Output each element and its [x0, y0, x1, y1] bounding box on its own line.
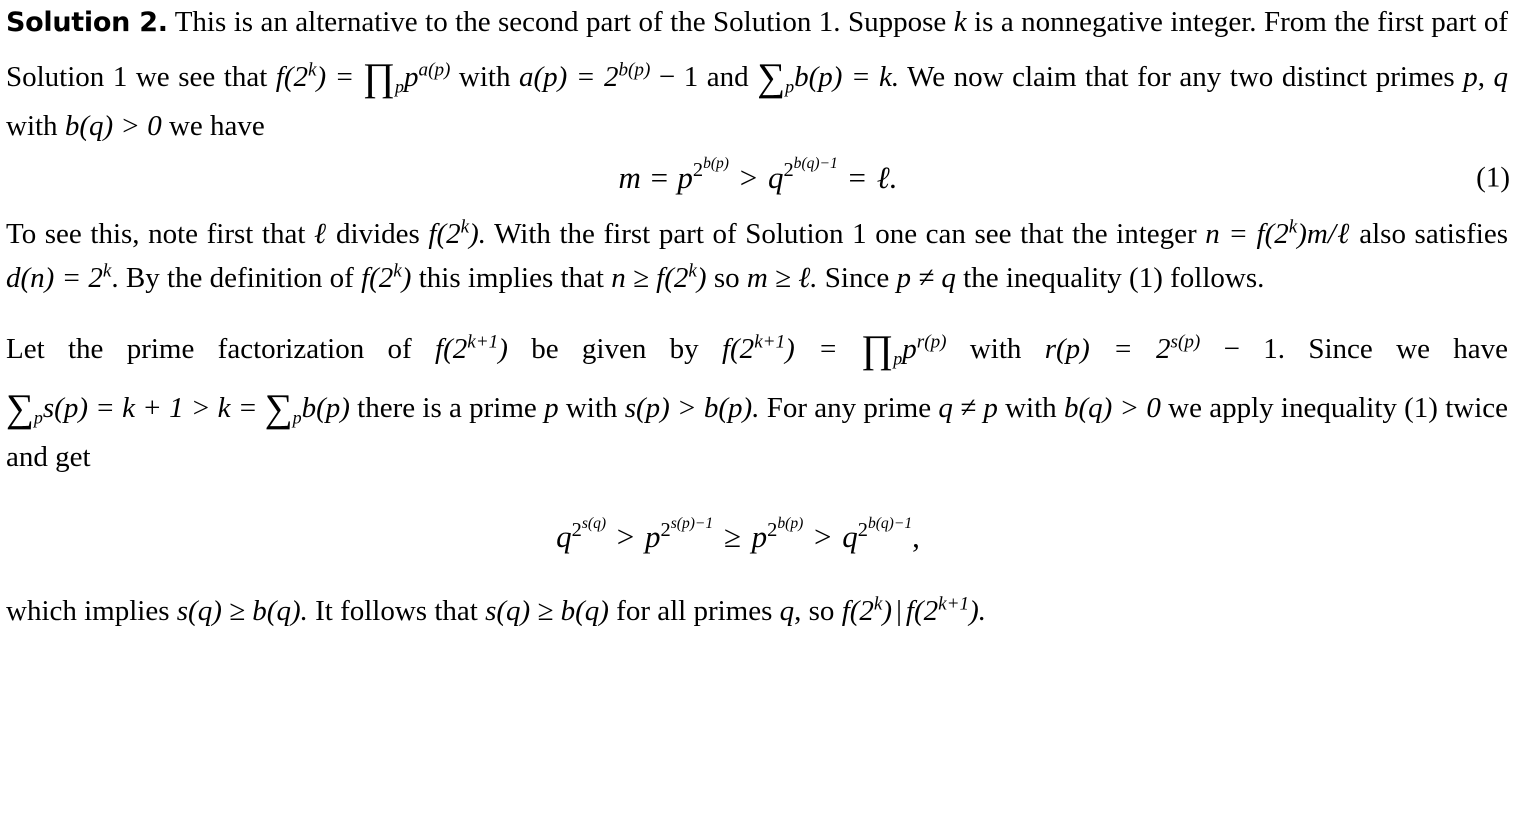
p4-text-3: for all primes: [608, 594, 780, 627]
p3-f-2: f(2: [721, 332, 755, 365]
p1-text-2: is a nonnegative integer. From the first part of Solution 1 we see that: [6, 6, 1508, 94]
p1-sum-sub: p: [785, 76, 795, 97]
eq1-lhs: m = p: [618, 159, 693, 195]
p3-text-2: be given by: [507, 332, 722, 365]
equation-1: [0, 155, 1516, 196]
p2-ineq-1-close: ): [696, 261, 707, 294]
p1-product-symbol: ∏: [362, 56, 396, 100]
eq2-t4-sup-sup: b(q)−1: [867, 514, 913, 532]
p3-product-sup: r(p): [916, 331, 947, 353]
p3-sb: s(p) > b(p).: [624, 392, 760, 425]
p1-sum-body: b(p) = k.: [794, 61, 900, 94]
p3-r-def: r(p) = 2: [1044, 332, 1171, 365]
eq2-rel-2: ≥: [723, 518, 741, 554]
paragraph-prime-factorization: [6, 316, 1508, 479]
p4-text-1: which implies: [6, 594, 177, 627]
p3-r-rest: − 1.: [1200, 332, 1286, 365]
eq2-t1-sup-sup: s(q): [581, 514, 607, 532]
p1-sum-symbol: ∑: [757, 56, 786, 100]
p1-text-4: We now claim that for any two distinct primes: [899, 61, 1464, 94]
eq2-t4-base: q: [842, 518, 858, 554]
p2-dn-sup: k: [102, 260, 112, 282]
equation-2: [0, 514, 1516, 555]
p2-var-ell: ℓ: [314, 217, 328, 250]
eq2-rel-1: >: [616, 518, 635, 554]
p4-div-2-close: ).: [969, 594, 986, 627]
p1-f-sup: k: [308, 59, 317, 81]
eq1-rel-1: >: [739, 159, 758, 195]
p1-bq: b(q) > 0: [64, 109, 162, 142]
p4-text-2: It follows that: [307, 594, 486, 627]
eq2-t1-base: q: [556, 518, 572, 554]
p3-product-sub: p: [893, 348, 903, 369]
p1-product-sub: p: [395, 76, 405, 97]
p4-div-1-close: ): [882, 594, 893, 627]
p3-text-4: Since we have: [1308, 332, 1509, 365]
p3-sum-1: ∑: [6, 387, 34, 431]
eq1-mid-base: q: [767, 159, 784, 195]
p1-product-base: p: [404, 61, 419, 94]
p3-sum-2: ∑: [264, 387, 293, 431]
p2-p-neq-q: p ≠ q: [896, 261, 956, 294]
p2-f-1-close: ).: [469, 217, 487, 250]
p2-text-3: With the first part of Solution 1 one can see that the integer: [486, 217, 1206, 250]
p1-var-k: k: [953, 6, 967, 38]
p2-n-def: n = f(2: [1205, 217, 1289, 250]
p2-ineq-1-sup: k: [688, 260, 697, 282]
eq1-mid-sup-sup: b(q)−1: [793, 155, 838, 173]
eq2-t1-sup-base: 2: [571, 518, 582, 541]
p3-text-7: For any prime: [759, 392, 939, 425]
p1-text-3: with: [450, 61, 520, 94]
p3-text-6: with: [558, 392, 625, 425]
p2-f-1-sup: k: [460, 216, 470, 238]
p3-text-1: Let the prime factorization of: [6, 332, 436, 365]
paragraph-solution-2: [6, 0, 1508, 148]
p3-f-2-close: ) =: [785, 332, 838, 365]
p2-text-6: this implies that: [411, 261, 612, 294]
p2-text-8: Since: [817, 261, 897, 294]
equation-gap-bottom: [0, 571, 1516, 589]
p1-text-5: with: [6, 109, 65, 142]
p3-text-9: we apply inequality (1) twice and get: [6, 392, 1509, 473]
p3-sum-2-body: b(p): [301, 392, 350, 425]
eq2-t2-sup-base: 2: [660, 518, 671, 541]
p3-product-base: p: [902, 332, 917, 365]
p2-text-9: the inequality (1) follows.: [955, 261, 1265, 294]
p3-sum-2-sub: p: [292, 407, 302, 428]
p4-div-1-sup: k: [873, 593, 883, 615]
p3-sum-1-sub: p: [33, 407, 43, 428]
eq2-rel-3: >: [814, 518, 832, 554]
eq2-tail: ,: [912, 518, 920, 554]
p2-dn: d(n) = 2: [6, 261, 103, 294]
p4-div-2-sup: k+1: [938, 593, 970, 615]
p4-var-q: q: [779, 594, 795, 627]
p1-comma: ,: [1477, 61, 1494, 94]
p1-text-1: This is an alternative to the second part of the Solution 1. Suppose: [174, 6, 954, 38]
p2-text-2: divides: [327, 217, 429, 250]
p2-text-4: also satisfies: [1350, 217, 1508, 250]
p1-f-close: ) =: [316, 61, 355, 94]
p2-ineq-1: n ≥ f(2: [611, 261, 689, 294]
p2-n-sup: k: [1288, 216, 1298, 238]
p4-div-2: f(2: [905, 594, 939, 627]
p4-sq-1: s(q) ≥ b(q).: [176, 594, 308, 627]
p3-f-1-sup: k+1: [467, 331, 499, 353]
p3-r-sup: s(p): [1170, 331, 1201, 353]
eq1-mid-sup-base: 2: [783, 159, 794, 182]
eq2-t2-sup-sup: s(p)−1: [670, 514, 714, 532]
p3-q-neq-p: q ≠ p: [938, 392, 998, 425]
eq2-t3-sup-base: 2: [767, 518, 778, 541]
p2-text-5: By the definition of: [118, 261, 362, 294]
p3-product-symbol: ∏: [861, 327, 894, 371]
equation-1-number: (1): [1476, 161, 1510, 194]
p3-sum-1-body: s(p) = k + 1 > k =: [42, 392, 258, 425]
p2-f-2: f(2: [361, 261, 394, 294]
eq1-lhs-sup-sup: b(p): [703, 155, 729, 173]
p3-bq: b(q) > 0: [1063, 392, 1161, 425]
p2-ineq-2: m ≥ ℓ.: [746, 261, 818, 294]
p3-text-5: there is a prime: [349, 392, 545, 425]
solution-heading: Solution 2.: [6, 7, 168, 38]
p2-text-7: so: [706, 261, 747, 294]
p4-divides-bar: |: [896, 594, 902, 627]
p1-product-sup: a(p): [418, 59, 451, 81]
p3-var-p: p: [544, 392, 559, 425]
paragraph-conclusion: [6, 589, 1508, 633]
p1-var-p: p: [1463, 61, 1478, 94]
eq1-rel-2: =: [848, 159, 867, 195]
eq1-rhs: ℓ.: [876, 159, 898, 195]
p1-a-lhs: a(p) = 2: [519, 61, 619, 94]
eq1-lhs-sup-base: 2: [692, 159, 704, 182]
p3-f-1: f(2: [435, 332, 468, 365]
p2-dn-close: .: [111, 261, 119, 294]
p3-text-8: with: [997, 392, 1064, 425]
p2-f-2-sup: k: [393, 260, 402, 282]
p4-sq-2: s(q) ≥ b(q): [485, 594, 609, 627]
p2-f-2-close: ): [401, 261, 412, 294]
p3-f-2-sup: k+1: [754, 331, 786, 353]
p1-text-6: we have: [161, 109, 265, 142]
p1-var-q: q: [1493, 61, 1508, 94]
p1-a-rest: − 1 and: [650, 61, 758, 94]
p2-f-1: f(2: [428, 217, 461, 250]
p2-text-1: To see this, note first that: [6, 217, 315, 250]
p4-div-1: f(2: [841, 594, 874, 627]
eq2-t4-sup-base: 2: [857, 518, 868, 541]
paragraph-to-see-this: [6, 212, 1508, 300]
p2-n-def-2: )m/ℓ: [1297, 217, 1351, 250]
p3-text-3: with: [946, 332, 1045, 365]
equation-gap-top: [0, 489, 1516, 507]
eq2-t2-base: p: [645, 518, 661, 554]
p4-text-4: , so: [794, 594, 842, 627]
eq2-t3-sup-sup: b(p): [777, 514, 804, 532]
p1-a-sup: b(p): [618, 59, 651, 81]
eq2-t3-base: p: [751, 518, 768, 554]
p1-f-expr: f(2: [275, 61, 308, 94]
p3-f-1-close: ): [498, 332, 508, 365]
